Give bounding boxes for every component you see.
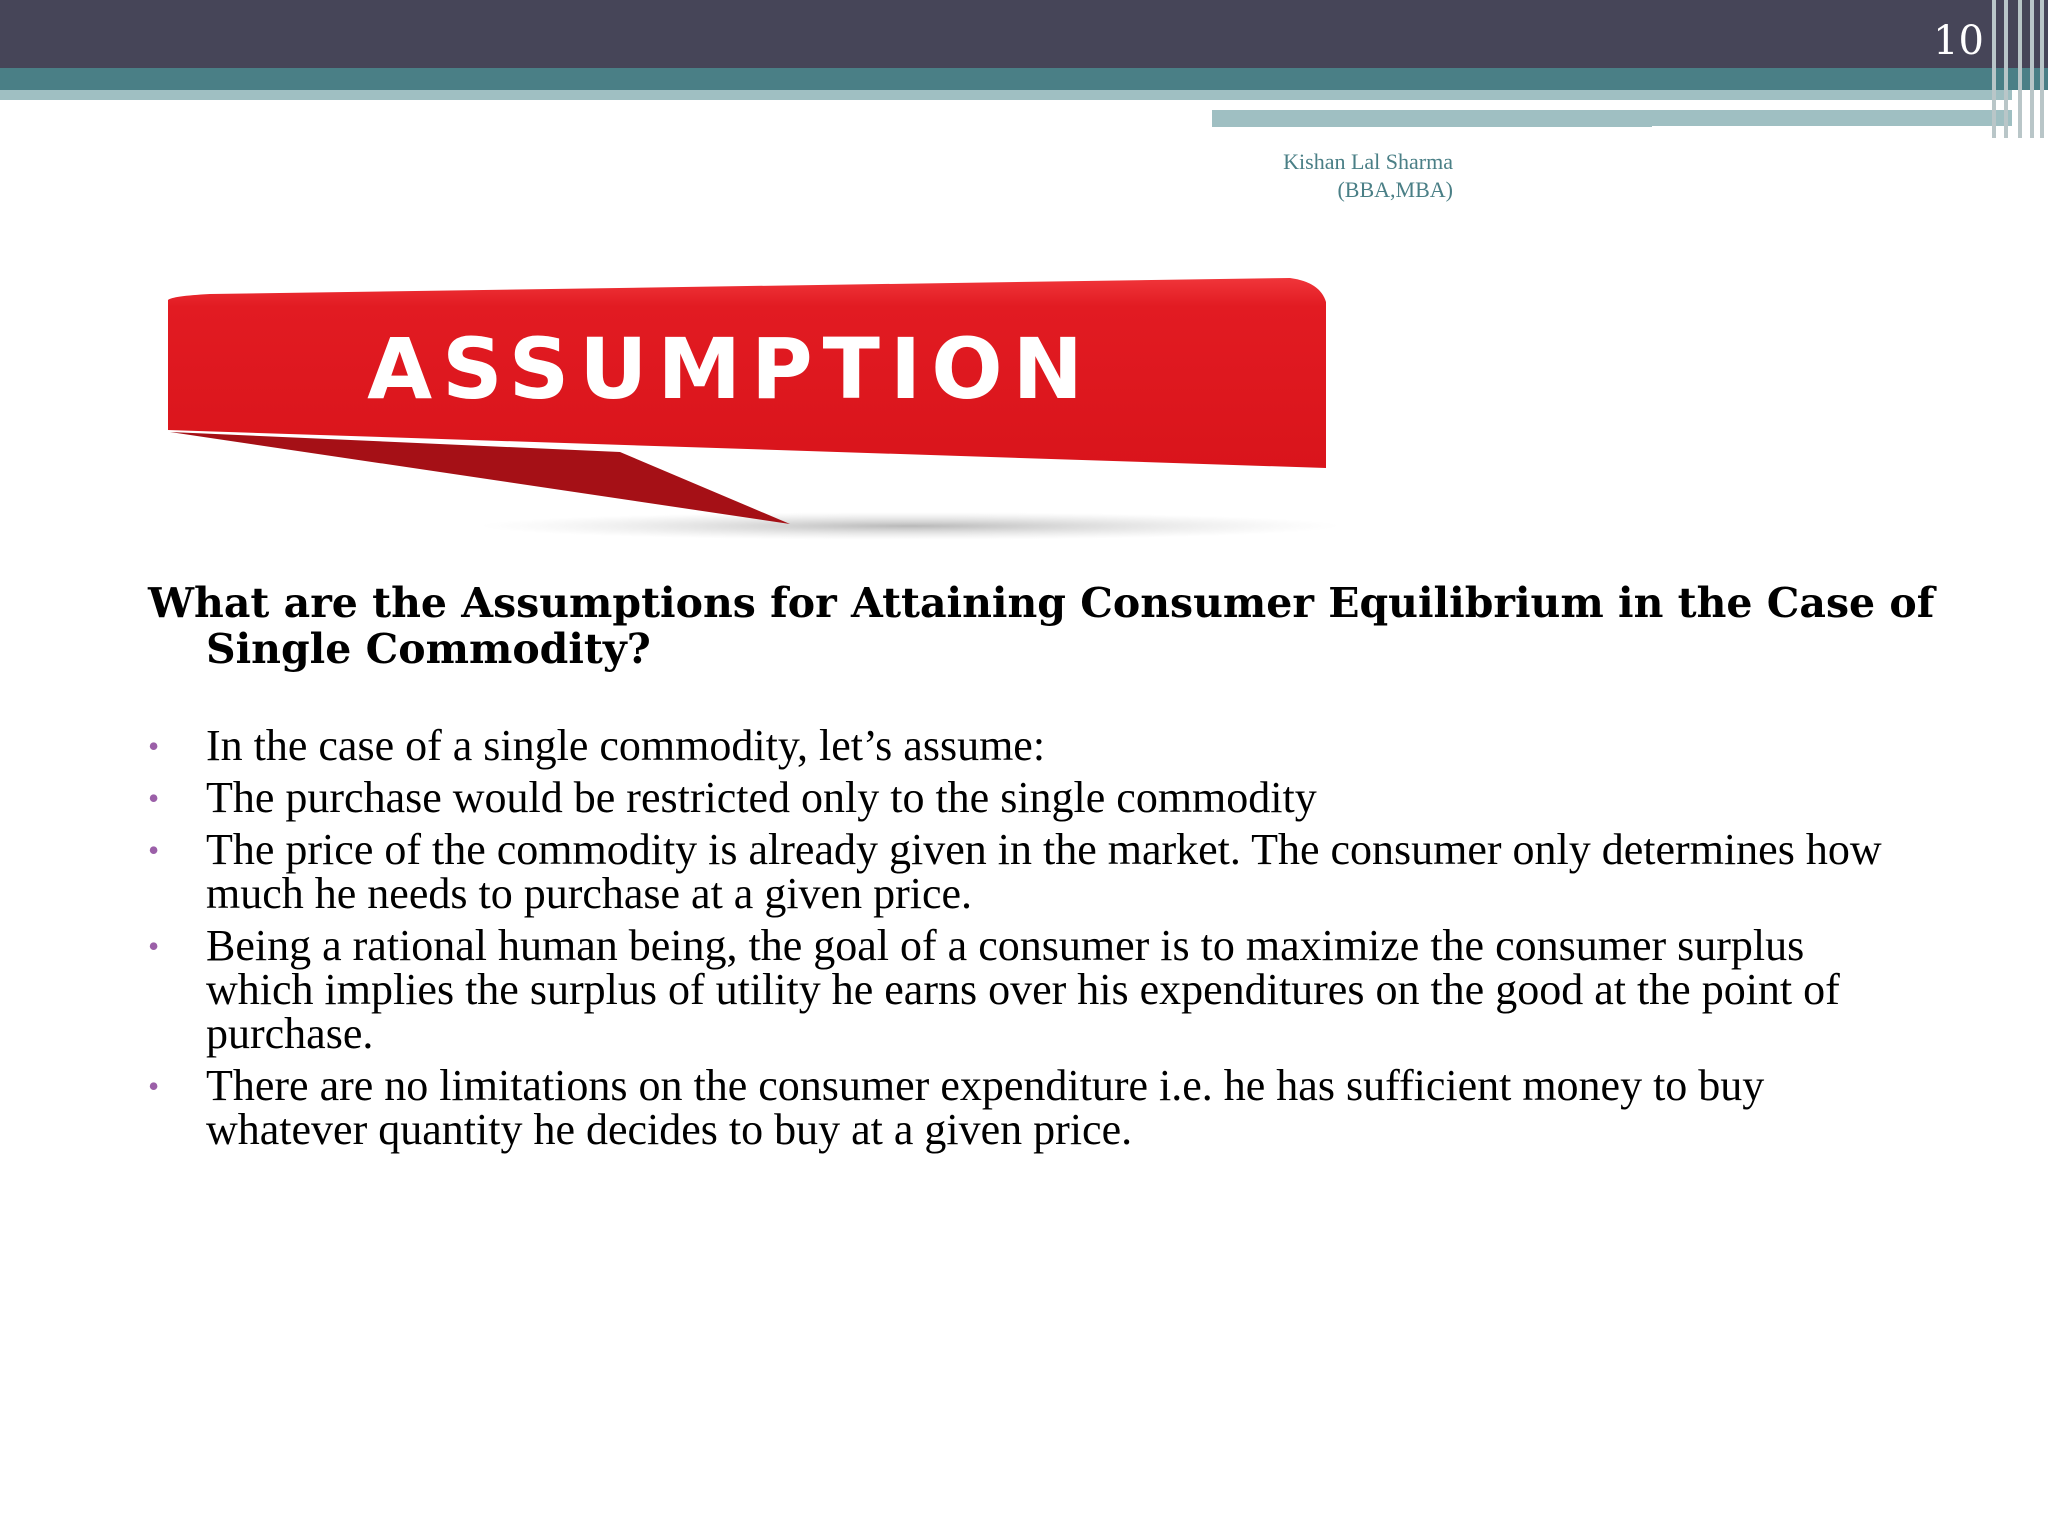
bullet-icon: • [148,780,160,816]
list-item [148,825,1908,918]
list-item [148,721,1908,770]
bullet-icon: • [148,928,160,964]
bullet-text: Being a rational human being, the goal of a consumer is to maximize the consumer surplus which implies the surplus of utility he earns over his expenditures on the good at the point of purchase. [206,921,1840,1058]
bullet-text: The purchase would be restricted only to the single commodity [206,773,1317,822]
author-name: Kishan Lal Sharma [1283,149,1453,174]
author-credit [1283,148,1453,204]
list-item [148,921,1908,1058]
slide-heading: What are the Assumptions for Attaining Consumer Equilibrium in the Case of Single Commodity? [148,579,1935,673]
slide-number: 10 [1933,18,1984,64]
bullet-icon: • [148,832,160,868]
header-vertical-stripes [1988,0,2048,138]
header-bar-light-right [1212,90,2012,100]
header-bar-dark [0,0,2048,68]
bullet-list [148,721,1908,1160]
bullet-text: In the case of a single commodity, let’s assume: [206,721,1046,770]
list-item [148,1061,1908,1154]
header-bar-teal [0,68,2048,90]
header-white-strip [1212,100,1898,110]
header-white-strip-lower [1652,126,2012,136]
bullet-text: There are no limitations on the consumer expenditure i.e. he has sufficient money to buy whatever quantity he decides to buy at a given price. [206,1061,1765,1154]
author-degrees: (BBA,MBA) [1337,177,1453,202]
bullet-text: The price of the commodity is already given in the market. The consumer only determines how much he needs to purchase at a given price. [206,825,1882,918]
header-bar-light-right-lower [1212,110,2012,127]
bullet-icon: • [148,1068,160,1104]
bullet-icon: • [148,728,160,764]
assumption-banner [150,262,1350,547]
header-bar-light-left [0,90,1212,100]
banner-text: ASSUMPTION [367,320,1093,418]
list-item [148,773,1908,822]
